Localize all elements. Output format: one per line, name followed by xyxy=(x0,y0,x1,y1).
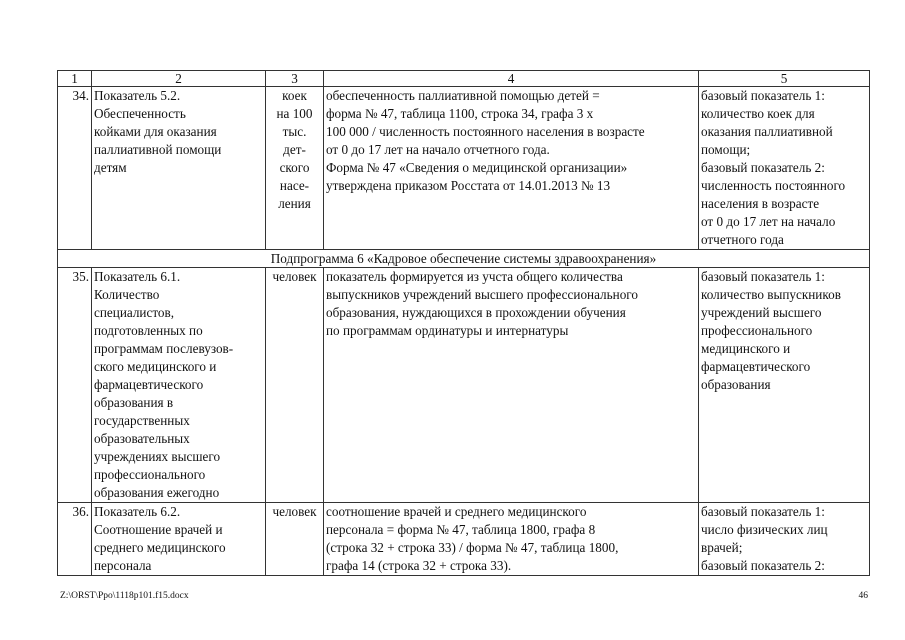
calculation-method: обеспеченность паллиативной помощью детей = форма № 47, таблица 1100, строка 34, графа 3 х 100 000 / численность постоянного населения в возрасте от 0 до 17 лет на начало отчетного года. Форма № 47 «Сведения о медицинской организации» утверждена приказом Росстата от 14.01.2013 № 13 xyxy=(324,87,699,250)
calculation-method: соотношение врачей и среднего медицинского персонала = форма № 47, таблица 1800, графа 8 (строка 32 + строка 33) / форма № 47, таблица 1800, графа 14 (строка 32 + строка 33). xyxy=(324,503,699,576)
base-indicators: базовый показатель 1: число физических лиц врачей; базовый показатель 2: xyxy=(699,503,870,576)
indicator-name: Показатель 6.2. Соотношение врачей и среднего медицинского персонала xyxy=(92,503,266,576)
unit-of-measure: человек xyxy=(266,268,324,503)
footer-file-path: Z:\ORST\Ppo\1118p101.f15.docx xyxy=(60,591,189,601)
indicators-table xyxy=(57,70,870,576)
header-col-4: 4 xyxy=(324,71,699,87)
row-number: 35. xyxy=(58,268,92,503)
unit-of-measure: коек на 100 тыс. дет- ского насе- ления xyxy=(266,87,324,250)
table-row xyxy=(58,503,870,576)
header-col-1: 1 xyxy=(58,71,92,87)
header-col-5: 5 xyxy=(699,71,870,87)
base-indicators: базовый показатель 1: количество коек для оказания паллиативной помощи; базовый показатель 2: численность постоянного населения в возрасте от 0 до 17 лет на начало отчетного года xyxy=(699,87,870,250)
header-col-2: 2 xyxy=(92,71,266,87)
unit-of-measure: человек xyxy=(266,503,324,576)
table-row xyxy=(58,87,870,250)
base-indicators: базовый показатель 1: количество выпускников учреждений высшего профессионального медицинского и фармацевтического образования xyxy=(699,268,870,503)
table-header-row xyxy=(58,71,870,87)
indicator-name: Показатель 5.2. Обеспеченность койками для оказания паллиативной помощи детям xyxy=(92,87,266,250)
table-row xyxy=(58,268,870,503)
header-col-3: 3 xyxy=(266,71,324,87)
calculation-method: показатель формируется из учста общего количества выпускников учреждений высшего профессионального образования, нуждающихся в прохождении обучения по программам ординатуры и интернатуры xyxy=(324,268,699,503)
row-number: 34. xyxy=(58,87,92,250)
section-row xyxy=(58,250,870,268)
indicator-name: Показатель 6.1. Количество специалистов, подготовленных по программам послевузов- ского медицинского и фармацевтического образования в государственных образовательных учреждениях высшего профессионального образования ежегодно xyxy=(92,268,266,503)
row-number: 36. xyxy=(58,503,92,576)
section-title: Подпрограмма 6 «Кадровое обеспечение системы здравоохранения» xyxy=(58,250,870,268)
page-number: 46 xyxy=(858,591,868,601)
